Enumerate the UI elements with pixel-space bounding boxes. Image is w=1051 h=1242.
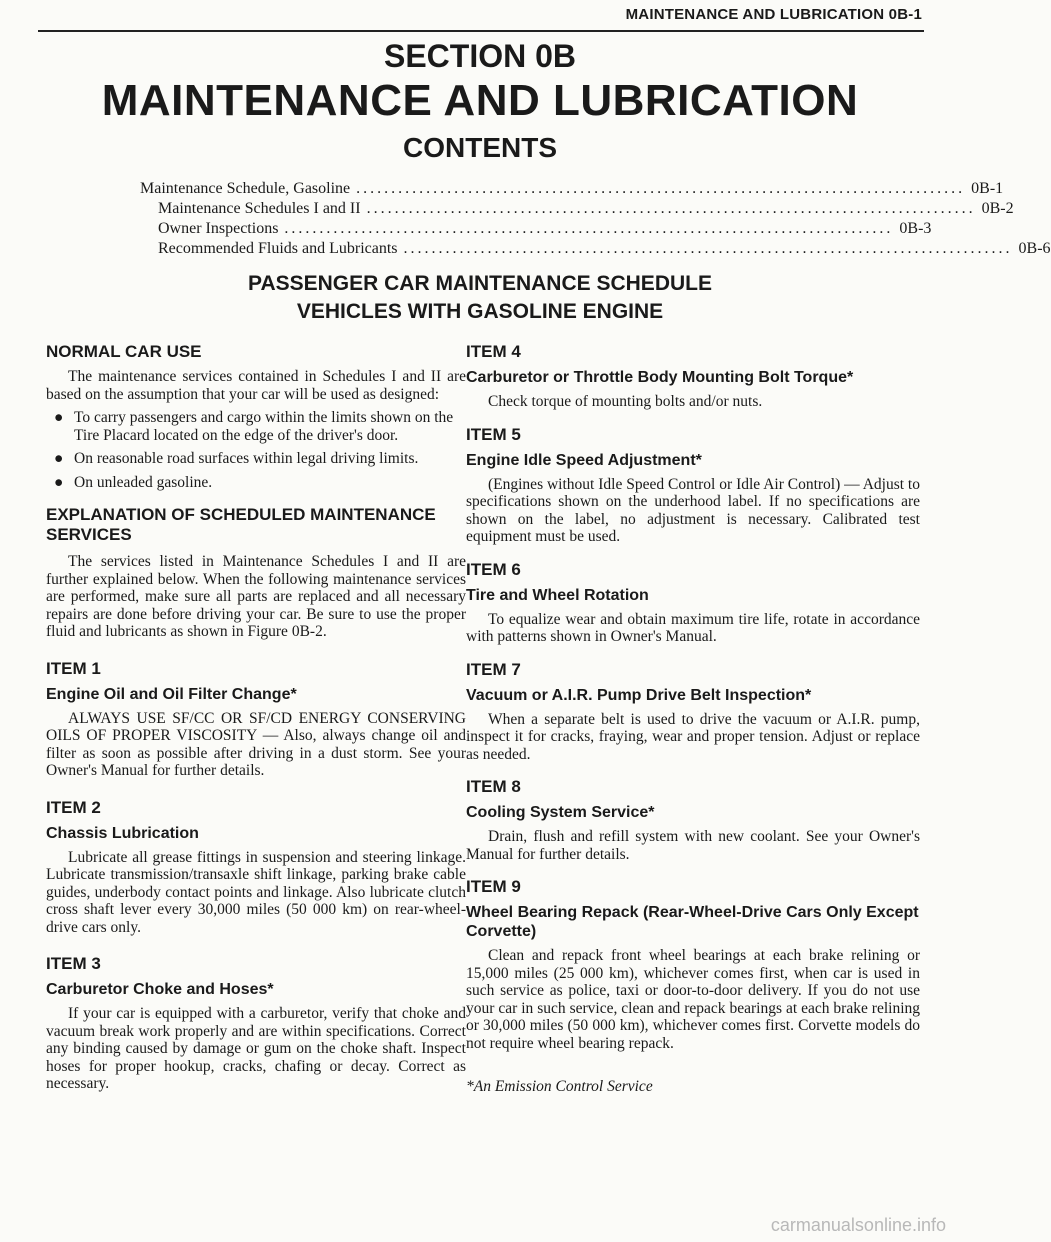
toc-page: 0B-3 [899, 220, 932, 237]
item-label: ITEM 5 [466, 424, 521, 444]
item-label: ITEM 2 [46, 797, 101, 817]
schedule-heading-line2: VEHICLES WITH GASOLINE ENGINE [296, 300, 664, 323]
table-of-contents [140, 180, 1051, 260]
footnote: *An Emission Control Service [466, 1078, 653, 1095]
right-column [466, 342, 920, 1096]
item-title: Carburetor Choke and Hoses* [46, 981, 274, 998]
toc-entry[interactable] [140, 180, 1004, 200]
item-title: Tire and Wheel Rotation [466, 586, 649, 604]
toc-label: Owner Inspections [158, 220, 279, 237]
section-number: SECTION 0B [383, 38, 577, 74]
toc-label: Maintenance Schedules I and II [158, 200, 361, 217]
item-label: ITEM 4 [466, 342, 521, 361]
bullet-icon: ● [54, 409, 64, 426]
item-label: ITEM 8 [466, 777, 521, 796]
bullet-item: ● To carry passengers and cargo within the limits shown on the Tire Placard located on the edge of the driver's door. [54, 409, 454, 444]
bullet-item: ● On unleaded gasoline. [54, 473, 213, 491]
toc-leader: ....................................................................................... [284, 220, 894, 237]
item-body: Drain, flush and refill system with new coolant. See your Owner's Manual for further details. [466, 828, 920, 863]
item-body: Clean and repack front wheel bearings at each brake relining or 15,000 miles (25 000 km), whichever comes first, when car is used in such service as police, taxi or door-to-door delivery. If you do not use your car in such service, clean and repack bearings at each brake relining or 30,000 miles (50 000 km), whichever comes first. Corvette models do not require wheel bearing repack. [466, 947, 920, 1052]
explanation-heading: EXPLANATION OF SCHEDULED MAINTENANCE SERVICES [46, 505, 436, 544]
running-header: MAINTENANCE AND LUBRICATION 0B-1 [625, 6, 922, 23]
toc-label: Recommended Fluids and Lubricants [158, 240, 398, 257]
normal-car-use-intro: The maintenance services contained in Schedules I and II are based on the assumption that your car will be used as designed: [46, 368, 466, 403]
contents-heading: CONTENTS [403, 132, 557, 163]
toc-page: 0B-1 [971, 180, 1004, 197]
page-title: MAINTENANCE AND LUBRICATION [101, 76, 859, 125]
header-rule [38, 30, 924, 32]
toc-label: Maintenance Schedule, Gasoline [140, 180, 351, 197]
item-label: ITEM 3 [46, 954, 101, 973]
bullet-icon: ● [54, 450, 64, 467]
normal-car-use-heading: NORMAL CAR USE [46, 342, 202, 361]
schedule-heading-line1: PASSENGER CAR MAINTENANCE SCHEDULE [248, 272, 712, 295]
item-title: Carburetor or Throttle Body Mounting Bolt Torque* [466, 369, 854, 386]
item-title: Vacuum or A.I.R. Pump Drive Belt Inspection* [466, 686, 812, 704]
item-label: ITEM 6 [466, 559, 521, 579]
toc-entry[interactable] [140, 240, 1051, 260]
item-label: ITEM 7 [466, 659, 521, 679]
item-label: ITEM 9 [466, 877, 521, 896]
toc-entry[interactable] [140, 220, 932, 240]
item-label: ITEM 1 [46, 658, 101, 678]
toc-entry[interactable] [140, 200, 1014, 220]
toc-leader: ....................................................................................... [356, 180, 966, 197]
item-title: Cooling System Service* [466, 804, 655, 821]
toc-leader: ....................................................................................... [403, 240, 1013, 257]
item-body: To equalize wear and obtain maximum tire life, rotate in accordance with patterns shown in Owner's Manual. [466, 610, 920, 645]
item-title: Engine Idle Speed Adjustment* [466, 451, 702, 469]
item-body: If your car is equipped with a carburetor, verify that choke and vacuum break work properly and are within specifications. Correct any binding caused by damage or gum on the choke shaft. Inspect hoses for proper hookup, cracks, chafing or decay. Correct as necessary. [46, 1005, 466, 1092]
left-column [46, 342, 466, 1093]
toc-page: 0B-2 [981, 200, 1014, 217]
item-body: Lubricate all grease fittings in suspension and steering linkage. Lubricate transmission/transaxle shift linkage, parking brake cable guides, underbody contact points and linkage. Also lubricate clutch cross shaft lever every 30,000 miles (50 000 km) on rear-wheel-drive cars only. [46, 848, 466, 936]
explanation-body: The services listed in Maintenance Schedules I and II are further explained below. When the following maintenance services are performed, make sure all parts are replaced and all necessary repairs are done before driving your car. Be sure to use the proper fluid and lubricants as shown in Figure 0B-2. [46, 553, 466, 640]
item-body: (Engines without Idle Speed Control or Idle Air Control) — Adjust to specifications shown on the underhood label. If no specifications are shown on the label, no adjustment is necessary. Calibrated test equipment must be used. [466, 475, 920, 545]
item-body: Check torque of mounting bolts and/or nuts. [488, 393, 763, 410]
item-title: Wheel Bearing Repack (Rear-Wheel-Drive Cars Only Except Corvette) [466, 904, 919, 940]
toc-page: 0B-6 [1018, 240, 1051, 257]
toc-leader: ....................................................................................... [366, 200, 976, 217]
bullet-item: ● On reasonable road surfaces within legal driving limits. [54, 450, 419, 467]
bullet-icon: ● [54, 473, 64, 491]
item-title: Chassis Lubrication [46, 824, 199, 842]
item-body: ALWAYS USE SF/CC OR SF/CD ENERGY CONSERVING OILS OF PROPER VISCOSITY — Also, always change oil and filter as soon as possible after driving in a dust storm. See your Owner's Manual for further details. [46, 709, 466, 779]
item-title: Engine Oil and Oil Filter Change* [46, 685, 297, 703]
item-body: When a separate belt is used to drive the vacuum or A.I.R. pump, inspect it for cracks, fraying, wear and proper tension. Adjust or replace as needed. [466, 710, 920, 763]
watermark: carmanualsonline.info [770, 1215, 946, 1235]
